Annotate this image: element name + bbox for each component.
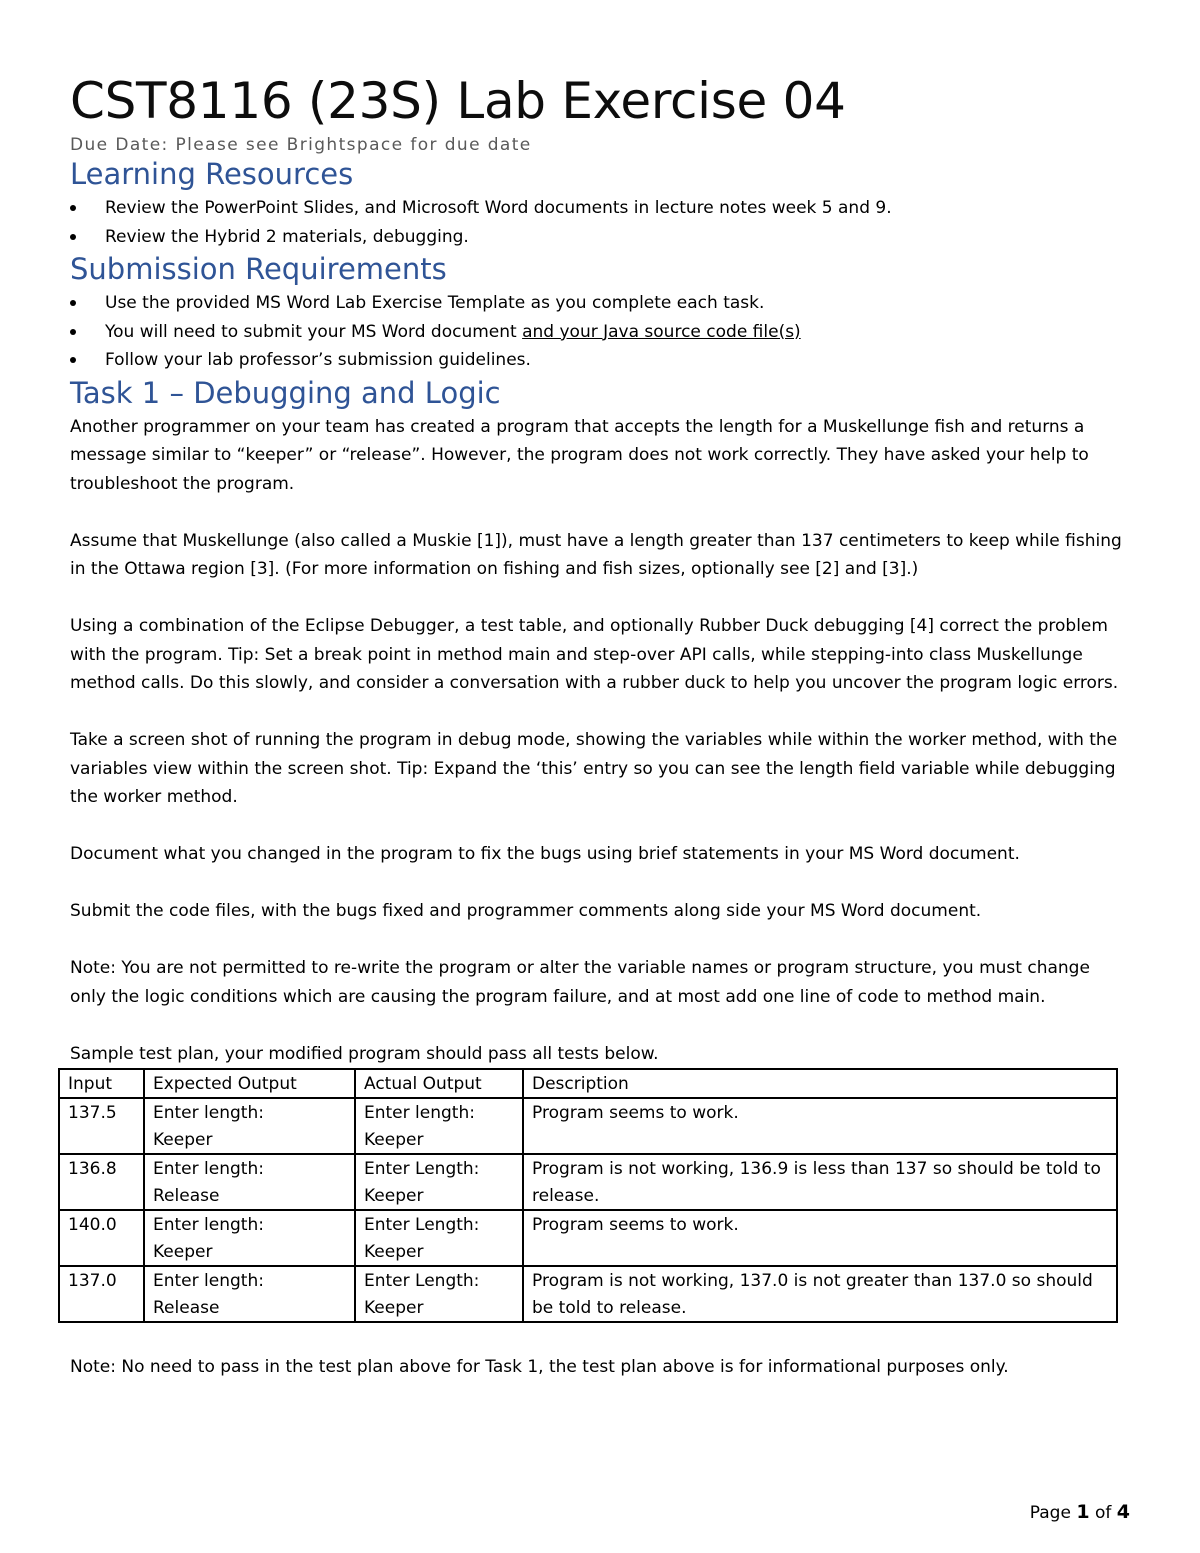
- of-label: of: [1094, 1503, 1112, 1523]
- learning-resources-heading: Learning Resources: [70, 157, 354, 191]
- test-plan-table: [58, 1068, 1118, 1324]
- cell-description: Program is not working, 136.9 is less than 137 so should be told to release.: [523, 1154, 1117, 1210]
- cell-description: Program is not working, 137.0 is not greater than 137.0 so should be told to release.: [523, 1266, 1117, 1322]
- table-header-row: [59, 1069, 1117, 1099]
- cell-input: 137.5: [59, 1098, 144, 1154]
- table-row: [59, 1266, 1117, 1322]
- cell-actual-output: Enter Length: Keeper: [355, 1210, 523, 1266]
- task1-paragraph: Using a combination of the Eclipse Debugger, a test table, and optionally Rubber Duck debugging [4] correct the problem with the program. Tip: Set a break point in method main and step-over API calls, while stepping-into class Muskellunge method calls. Do this slowly, and consider a conversation with a rubber duck to help you uncover the program logic errors.: [70, 616, 1119, 693]
- header-actual-output: Actual Output: [355, 1069, 523, 1099]
- task1-final-note: Note: No need to pass in the test plan above for Task 1, the test plan above is for informational purposes only.: [70, 1357, 1009, 1377]
- cell-input: 140.0: [59, 1210, 144, 1266]
- task1-paragraph: Take a screen shot of running the program in debug mode, showing the variables while within the worker method, with the variables view within the screen shot. Tip: Expand the ‘this’ entry so you can see the length field variable while debugging the worker method.: [70, 730, 1118, 807]
- task1-body: [70, 413, 1130, 1382]
- cell-input: 136.8: [59, 1154, 144, 1210]
- document-title: CST8116 (23S) Lab Exercise 04: [70, 72, 846, 130]
- list-item: Review the PowerPoint Slides, and Microsoft Word documents in lecture notes week 5 and 9.: [70, 194, 1130, 223]
- bullet-icon: [70, 357, 76, 363]
- learning-resources-list: [70, 194, 1130, 251]
- cell-expected-output: Enter length: Release: [144, 1154, 355, 1210]
- cell-expected-output: Enter length: Release: [144, 1266, 355, 1322]
- bullet-icon: [70, 205, 76, 211]
- document-page: [70, 70, 1130, 1381]
- cell-expected-output: Enter length: Keeper: [144, 1098, 355, 1154]
- task1-paragraph: Submit the code files, with the bugs fixed and programmer comments along side your MS Word document.: [70, 901, 982, 921]
- table-caption: Sample test plan, your modified program should pass all tests below.: [70, 1043, 659, 1064]
- task1-note: Note: You are not permitted to re-write the program or alter the variable names or program structure, you must change only the logic conditions which are causing the program failure, and at most add one line of code to method main.: [70, 958, 1090, 1007]
- page-current: 1: [1076, 1501, 1090, 1523]
- task1-paragraph: Another programmer on your team has created a program that accepts the length for a Muskellunge fish and returns a message similar to “keeper” or “release”. However, the program does not work correctly. They have asked your help to troubleshoot the program.: [70, 416, 1089, 494]
- page-total: 4: [1116, 1501, 1130, 1523]
- table-row: [59, 1098, 1117, 1154]
- bullet-icon: [70, 300, 76, 306]
- bullet-icon: [70, 329, 76, 335]
- header-description: Description: [523, 1069, 1117, 1099]
- cell-description: Program seems to work.: [523, 1210, 1117, 1266]
- header-expected-output: Expected Output: [144, 1069, 355, 1099]
- cell-input: 137.0: [59, 1266, 144, 1322]
- submission-requirements-list: [70, 289, 1130, 375]
- table-row: [59, 1154, 1117, 1210]
- submission-requirements-heading: Submission Requirements: [70, 252, 447, 286]
- task1-paragraph: Document what you changed in the program to fix the bugs using brief statements in your MS Word document.: [70, 844, 1020, 864]
- header-input: Input: [59, 1069, 144, 1099]
- task1-heading: Task 1 – Debugging and Logic: [70, 375, 501, 410]
- java-source-requirement: and your Java source code file(s): [522, 321, 801, 342]
- task1-paragraph: Assume that Muskellunge (also called a Muskie [1]), must have a length greater than 137 centimeters to keep while fishing in the Ottawa region [3]. (For more information on fishing and fish sizes, optionally see [2] and [3].): [70, 530, 1122, 579]
- list-item: Use the provided MS Word Lab Exercise Template as you complete each task.: [70, 289, 1130, 318]
- cell-expected-output: Enter length: Keeper: [144, 1210, 355, 1266]
- cell-actual-output: Enter Length: Keeper: [355, 1266, 523, 1322]
- page-number-footer: [1030, 1500, 1130, 1525]
- list-item: Review the Hybrid 2 materials, debugging.: [70, 223, 1130, 252]
- cell-actual-output: Enter length: Keeper: [355, 1098, 523, 1154]
- cell-description: Program seems to work.: [523, 1098, 1117, 1154]
- due-date-subtitle: Due Date: Please see Brightspace for due date: [70, 135, 532, 155]
- table-row: [59, 1210, 1117, 1266]
- bullet-icon: [70, 234, 76, 240]
- page-label: Page: [1029, 1503, 1071, 1523]
- list-item: Follow your lab professor’s submission guidelines.: [70, 346, 1130, 375]
- cell-actual-output: Enter Length: Keeper: [355, 1154, 523, 1210]
- list-item: You will need to submit your MS Word document and your Java source code file(s): [70, 318, 1130, 347]
